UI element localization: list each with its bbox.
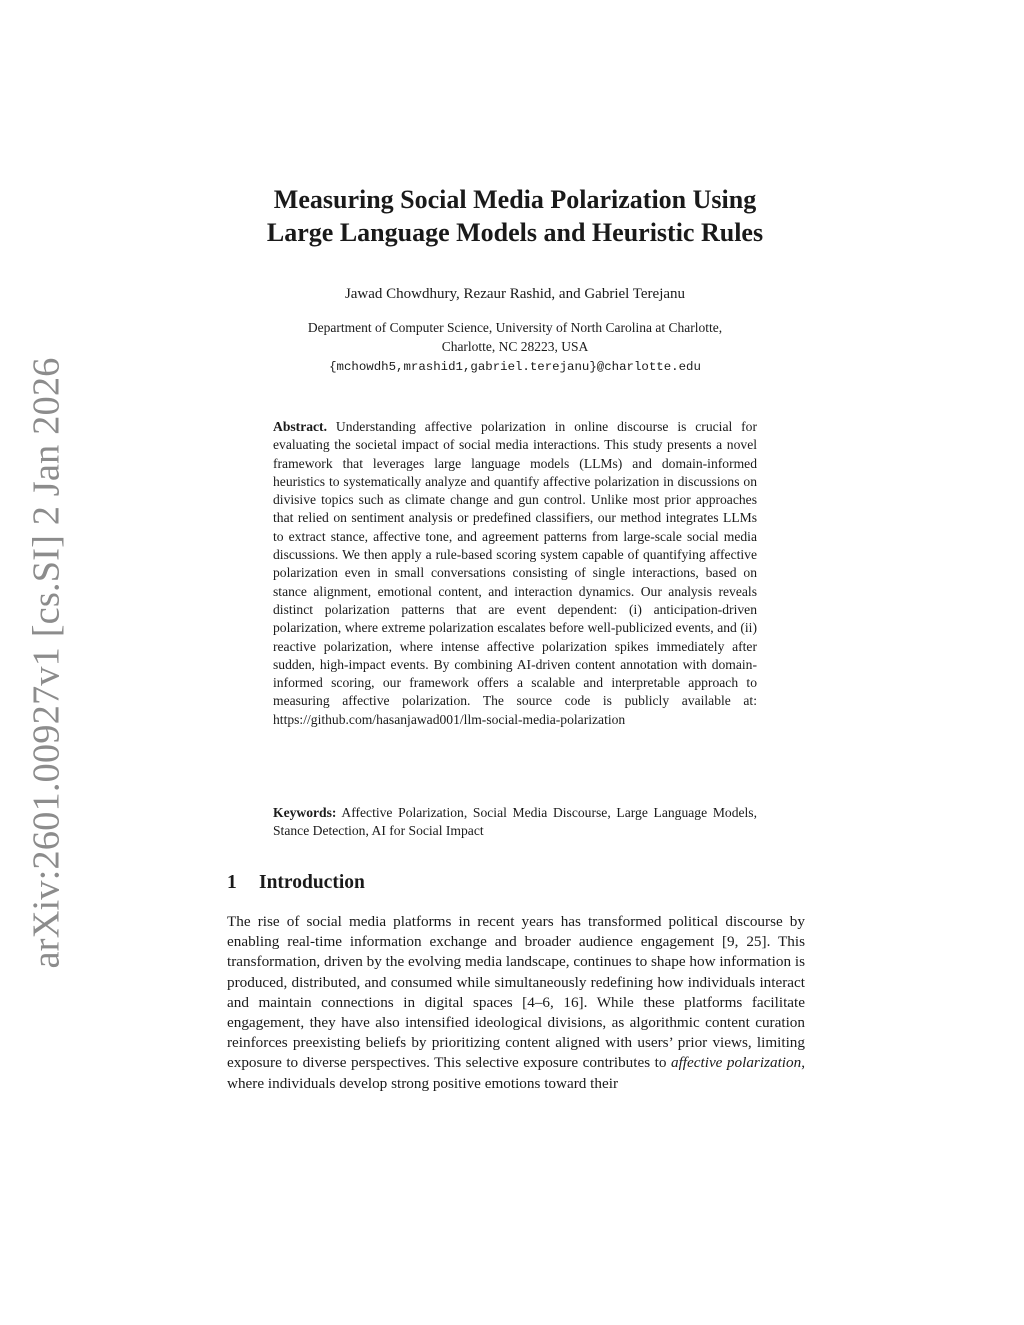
keywords-label: Keywords: — [273, 805, 337, 820]
keywords — [273, 804, 757, 841]
abstract — [273, 418, 757, 729]
abstract-label: Abstract. — [273, 419, 327, 434]
keywords-list: Affective Polarization, Social Media Discourse, Large Language Models, Stance Detection, AI for Social Impact — [273, 805, 757, 839]
arxiv-identifier-text: arXiv:2601.00927v1 [cs.SI] 2 Jan 2026 — [26, 356, 69, 969]
section-heading-introduction — [227, 870, 365, 896]
paper-title — [190, 183, 840, 249]
section-title: Introduction — [259, 872, 365, 893]
introduction-emphasis-term: affective polarization — [670, 1054, 802, 1072]
introduction-paragraph — [227, 912, 805, 1094]
paper-title-line-2: Large Language Models and Heuristic Rules — [266, 218, 764, 247]
introduction-text-start: The rise of social media platforms in recent years has transformed political discourse by enabling real-time information exchange and broader audience engagement [9, 25]. This transformation, driven by the evolving media landscape, continues to shape how information is produced, distributed, and consumed while simultaneously redefining how individuals interact and maintain connections in digital spaces [4–6, 16]. While these platforms facilitate engagement, they have also intensified ideological divisions, as algorithmic content curation reinforces preexisting beliefs by prioritizing content aligned with users’ prior views, limiting exposure to diverse perspectives. This selective exposure contributes to — [227, 913, 805, 1072]
affiliation-block — [190, 318, 840, 377]
author-list: Jawad Chowdhury, Rezaur Rashid, and Gabriel Terejanu — [344, 286, 686, 302]
affiliation-department: Department of Computer Science, University of North Carolina at Charlotte, — [307, 320, 723, 335]
abstract-body: Understanding affective polarization in online discourse is crucial for evaluating the societal impact of social media interactions. This study presents a novel framework that leverages large language models (LLMs) and domain-informed heuristics to systematically analyze and quantify affective polarization in discussions on divisive topics such as climate change and gun control. Unlike most prior approaches that relied on sentiment analysis or predefined classifiers, our method integrates LLMs to extract stance, affective tone, and agreement patterns from large-scale social media discussions. We then apply a rule-based scoring system capable of quantifying affective polarization even in small conversations consisting of single interactions, based on stance alignment, emotional content, and interaction dynamics. Our analysis reveals distinct polarization patterns that are event dependent: (i) anticipation-driven polarization, where extreme polarization escalates before well-publicized events, and (ii) reactive polarization, where intense affective polarization spikes immediately after sudden, high-impact events. By combining AI-driven content annotation with domain-informed scoring, our framework offers a scalable and interpretable approach to measuring affective polarization. The source code is publicly available at: https://github.com/hasanjawad001/llm-social-media-polarization — [273, 419, 757, 727]
introduction-text-end: , where individuals develop strong positive emotions toward their — [227, 1054, 805, 1092]
paper-title-line-1: Measuring Social Media Polarization Using — [273, 185, 757, 214]
affiliation-address: Charlotte, NC 28223, USA — [441, 339, 589, 354]
author-emails: {mchowdh5,mrashid1,gabriel.terejanu}@charlotte.edu — [329, 360, 701, 374]
arxiv-identifier-stamp — [24, 356, 70, 969]
section-number: 1 — [227, 872, 237, 893]
